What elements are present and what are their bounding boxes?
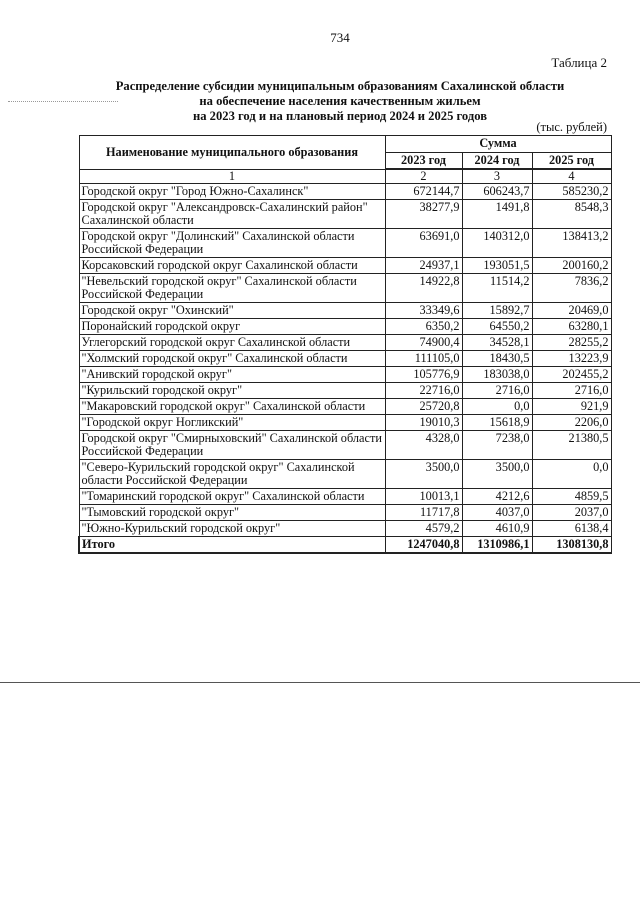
table-row: [79, 184, 611, 200]
value-2025: 921,9: [532, 399, 611, 415]
value-2025: 202455,2: [532, 367, 611, 383]
value-2024: 193051,5: [462, 258, 532, 274]
municipality-name: "Томаринский городской округ" Сахалинской области: [79, 489, 385, 505]
value-2023: 24937,1: [385, 258, 462, 274]
municipality-name: Корсаковский городской округ Сахалинской области: [79, 258, 385, 274]
municipality-name: "Анивский городской округ": [79, 367, 385, 383]
value-2024: 15892,7: [462, 303, 532, 319]
value-2023: 74900,4: [385, 335, 462, 351]
value-2023: 4328,0: [385, 431, 462, 460]
municipality-name: Городской округ "Охинский": [79, 303, 385, 319]
table-row: [79, 351, 611, 367]
value-2024: 11514,2: [462, 274, 532, 303]
value-2023: 33349,6: [385, 303, 462, 319]
value-2023: 63691,0: [385, 229, 462, 258]
table-row: [79, 367, 611, 383]
table-row: [79, 335, 611, 351]
value-2025: 28255,2: [532, 335, 611, 351]
value-2025: 2206,0: [532, 415, 611, 431]
value-2024: 0,0: [462, 399, 532, 415]
value-2025: 138413,2: [532, 229, 611, 258]
table-row: [79, 229, 611, 258]
table-row: [79, 258, 611, 274]
scan-dotted-line: [8, 101, 118, 102]
title-line-2: на обеспечение населения качественным жильем: [199, 94, 481, 108]
municipality-name: "Северо-Курильский городской округ" Сахалинской области Российской Федерации: [79, 460, 385, 489]
total-row: [79, 537, 611, 554]
value-2025: 0,0: [532, 460, 611, 489]
value-2023: 10013,1: [385, 489, 462, 505]
municipality-name: Городской округ "Александровск-Сахалинский район" Сахалинской области: [79, 200, 385, 229]
municipality-name: "Макаровский городской округ" Сахалинской области: [79, 399, 385, 415]
value-2024: 606243,7: [462, 184, 532, 200]
scan-rule-line: [0, 682, 640, 683]
value-2023: 38277,9: [385, 200, 462, 229]
total-label: Итого: [79, 537, 385, 554]
value-2023: 3500,0: [385, 460, 462, 489]
municipality-name: Углегорский городской округ Сахалинской области: [79, 335, 385, 351]
value-2023: 672144,7: [385, 184, 462, 200]
header-year-2024: 2024 год: [462, 153, 532, 170]
value-2024: 18430,5: [462, 351, 532, 367]
value-2024: 3500,0: [462, 460, 532, 489]
value-2024: 4610,9: [462, 521, 532, 537]
value-2023: 111105,0: [385, 351, 462, 367]
value-2025: 7836,2: [532, 274, 611, 303]
value-2025: 2716,0: [532, 383, 611, 399]
value-2025: 21380,5: [532, 431, 611, 460]
municipality-name: Поронайский городской округ: [79, 319, 385, 335]
value-2024: 140312,0: [462, 229, 532, 258]
table-label: Таблица 2: [551, 55, 607, 70]
value-2024: 2716,0: [462, 383, 532, 399]
value-2024: 4212,6: [462, 489, 532, 505]
total-2023: 1247040,8: [385, 537, 462, 554]
value-2025: 200160,2: [532, 258, 611, 274]
table-row: [79, 383, 611, 399]
municipality-name: "Невельский городской округ" Сахалинской области Российской Федерации: [79, 274, 385, 303]
value-2025: 2037,0: [532, 505, 611, 521]
value-2024: 15618,9: [462, 415, 532, 431]
value-2025: 13223,9: [532, 351, 611, 367]
value-2023: 11717,8: [385, 505, 462, 521]
table-row: [79, 505, 611, 521]
value-2023: 14922,8: [385, 274, 462, 303]
value-2024: 1491,8: [462, 200, 532, 229]
header-name: Наименование муниципального образования: [79, 136, 385, 170]
value-2023: 4579,2: [385, 521, 462, 537]
value-2025: 8548,3: [532, 200, 611, 229]
value-2024: 64550,2: [462, 319, 532, 335]
header-year-2023: 2023 год: [385, 153, 462, 170]
title-line-1: Распределение субсидии муниципальным образованиям Сахалинской области: [115, 79, 565, 93]
column-number-row: [79, 169, 611, 184]
value-2024: 7238,0: [462, 431, 532, 460]
table-row: [79, 431, 611, 460]
table-row: [79, 303, 611, 319]
header-sum: Сумма: [385, 136, 611, 153]
total-2025: 1308130,8: [532, 537, 611, 554]
value-2024: 183038,0: [462, 367, 532, 383]
column-number: 1: [79, 169, 385, 184]
table-row: [79, 274, 611, 303]
value-2025: 6138,4: [532, 521, 611, 537]
table-body: [79, 169, 611, 537]
municipality-name: Городской округ "Город Южно-Сахалинск": [79, 184, 385, 200]
column-number: 3: [462, 169, 532, 184]
value-2023: 19010,3: [385, 415, 462, 431]
column-number: 4: [532, 169, 611, 184]
value-2023: 105776,9: [385, 367, 462, 383]
total-2024: 1310986,1: [462, 537, 532, 554]
municipality-name: "Курильский городской округ": [79, 383, 385, 399]
value-2025: 585230,2: [532, 184, 611, 200]
title-line-3: на 2023 год и на плановый период 2024 и 2025 годов: [192, 109, 488, 123]
value-2023: 6350,2: [385, 319, 462, 335]
table-row: [79, 399, 611, 415]
municipality-name: "Тымовский городской округ": [79, 505, 385, 521]
table-row: [79, 200, 611, 229]
header-year-2025: 2025 год: [532, 153, 611, 170]
table-row: [79, 319, 611, 335]
municipality-name: "Холмский городской округ" Сахалинской области: [79, 351, 385, 367]
value-2023: 25720,8: [385, 399, 462, 415]
table-row: [79, 521, 611, 537]
municipality-name: "Городской округ Ногликский": [79, 415, 385, 431]
municipality-name: Городской округ "Долинский" Сахалинской области Российской Федерации: [79, 229, 385, 258]
table-row: [79, 489, 611, 505]
value-2024: 34528,1: [462, 335, 532, 351]
municipality-name: Городской округ "Смирныховский" Сахалинской области Российской Федерации: [79, 431, 385, 460]
value-2023: 22716,0: [385, 383, 462, 399]
document-title: [70, 79, 610, 124]
value-2025: 20469,0: [532, 303, 611, 319]
municipality-name: "Южно-Курильский городской округ": [79, 521, 385, 537]
column-number: 2: [385, 169, 462, 184]
page-number: 734: [330, 30, 350, 45]
value-2025: 4859,5: [532, 489, 611, 505]
table-row: [79, 460, 611, 489]
unit-label: (тыс. рублей): [536, 120, 607, 134]
table-row: [79, 415, 611, 431]
value-2025: 63280,1: [532, 319, 611, 335]
value-2024: 4037,0: [462, 505, 532, 521]
subsidy-table: [78, 135, 612, 554]
